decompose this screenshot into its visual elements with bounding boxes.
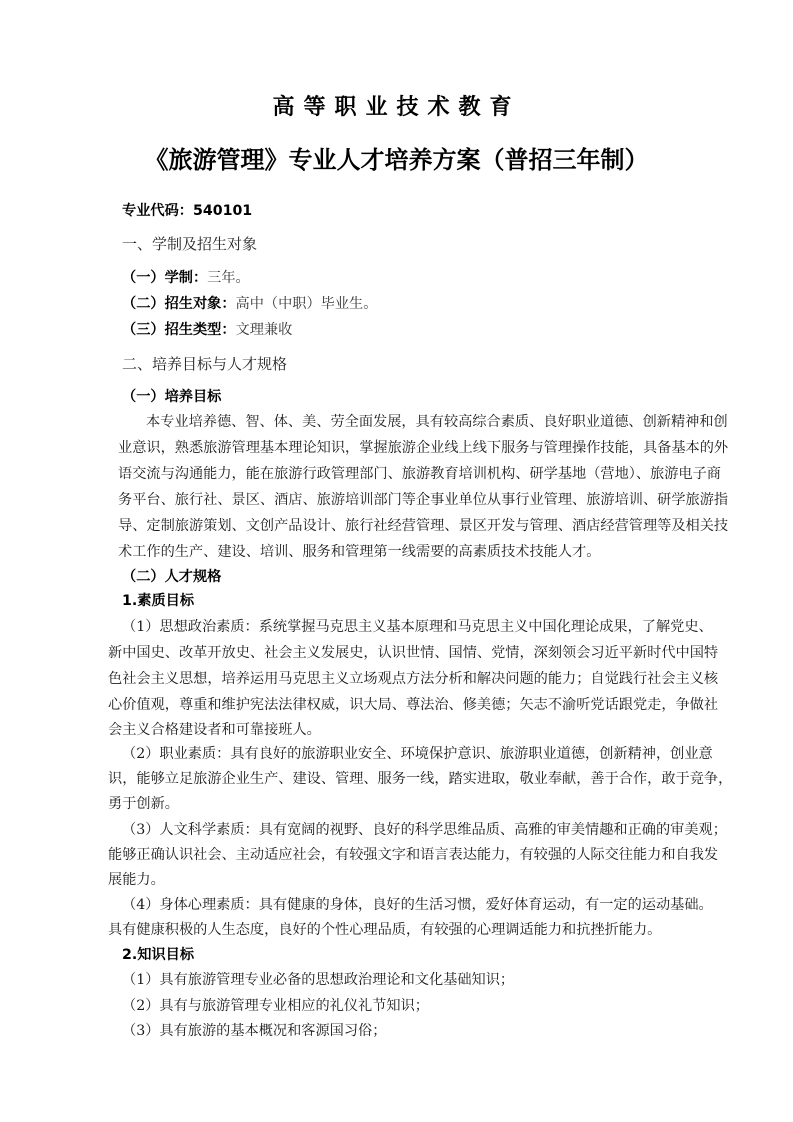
paragraph-line: 本专业培养德、智、体、美、劳全面发展，具有较高综合素质、良好职业道德、创新精神和创 [146, 414, 728, 430]
item-value: 三年。 [207, 270, 250, 286]
paragraph-line: 能够正确认识社会、主动适应社会，有较强文字和语言表达能力，有较强的人际交往能力和自我发 [108, 847, 719, 863]
list-item: （3）具有旅游的基本概况和客源国习俗； [122, 1023, 387, 1039]
quality-goal-heading: 1.素质目标 [122, 593, 195, 609]
schooling-item [122, 268, 250, 288]
major-code [122, 201, 252, 221]
paragraph-line: 语交流与沟通能力，能在旅游行政管理部门、旅游教育培训机构、研学基地（营地）、旅游电子商 [118, 466, 721, 482]
talent-spec-heading: （二）人才规格 [122, 569, 222, 585]
enrollment-type-item [122, 320, 292, 340]
paragraph-line: 会主义合格建设者和可靠接班人。 [108, 722, 321, 738]
paragraph-line: 勇于创新。 [108, 796, 179, 812]
paragraph-line: 展能力。 [108, 872, 165, 888]
enrollment-target-item [122, 294, 377, 314]
section-2-heading: 二、培养目标与人才规格 [122, 355, 288, 373]
paragraph-line: 术工作的生产、建设、培训、服务和管理第一线需要的高素质技术技能人才。 [118, 544, 601, 560]
paragraph-line: 识，能够立足旅游企业生产、建设、管理、服务一线，踏实进取，敬业奉献，善于合作，敢于竞争， [108, 771, 733, 787]
paragraph-line: （4）身体心理素质：具有健康的身体，良好的生活习惯，爱好体育运动，有一定的运动基础。 [122, 897, 713, 913]
paragraph-line: 心价值观，尊重和维护宪法法律权威，识大局、尊法治、修美德；矢志不渝听党话跟党走，争做社 [108, 697, 719, 713]
paragraph-line: 色社会主义思想，培养运用马克思主义立场观点方法分析和解决问题的能力；自觉践行社会主义核 [108, 671, 719, 687]
list-item: （2）具有与旅游管理专业相应的礼仪礼节知识； [122, 998, 429, 1014]
item-value: 文理兼收 [235, 322, 293, 338]
paragraph-line: 业意识，熟悉旅游管理基本理论知识，掌握旅游企业线上线下服务与管理操作技能，具备基本的外 [118, 440, 729, 456]
item-label: （一）学制： [122, 270, 208, 286]
item-value: 高中（中职）毕业生。 [235, 296, 378, 312]
major-code-label: 专业代码： [122, 203, 193, 219]
section-1-heading: 一、学制及招生对象 [122, 235, 258, 253]
paragraph-line: （1）思想政治素质：系统掌握马克思主义基本原理和马克思主义中国化理论成果，了解党史、 [122, 619, 713, 635]
document-subtitle: 《旅游管理》专业人才培养方案（普招三年制） [144, 145, 649, 174]
knowledge-goal-heading: 2.知识目标 [122, 947, 195, 963]
paragraph-line: 务平台、旅行社、景区、酒店、旅游培训部门等企事业单位从事行业管理、旅游培训、研学旅游指 [118, 492, 729, 508]
list-item: （1）具有旅游管理专业必备的思想政治理论和文化基础知识； [122, 972, 515, 988]
training-goal-heading: （一）培养目标 [122, 389, 222, 405]
item-label: （三）招生类型： [122, 322, 236, 338]
paragraph-line: 导、定制旅游策划、文创产品设计、旅行社经营管理、景区开发与管理、酒店经营管理等及相关技 [118, 518, 729, 534]
paragraph-line: 新中国史、改革开放史、社会主义发展史，认识世情、国情、党情，深刻领会习近平新时代中国特 [108, 645, 719, 661]
paragraph-line: 具有健康积极的人生态度，良好的个性心理品质，有较强的心理调适能力和抗挫折能力。 [108, 922, 662, 938]
paragraph-line: （3）人文科学素质：具有宽阔的视野、良好的科学思维品质、高雅的审美情趣和正确的审美观； [122, 822, 727, 838]
document-title: 高等职业技术教育 [272, 95, 521, 120]
paragraph-line: （2）职业素质：具有良好的旅游职业安全、环境保护意识、旅游职业道德，创新精神，创业意 [122, 746, 713, 762]
major-code-value: 540101 [192, 203, 253, 219]
item-label: （二）招生对象： [122, 296, 236, 312]
